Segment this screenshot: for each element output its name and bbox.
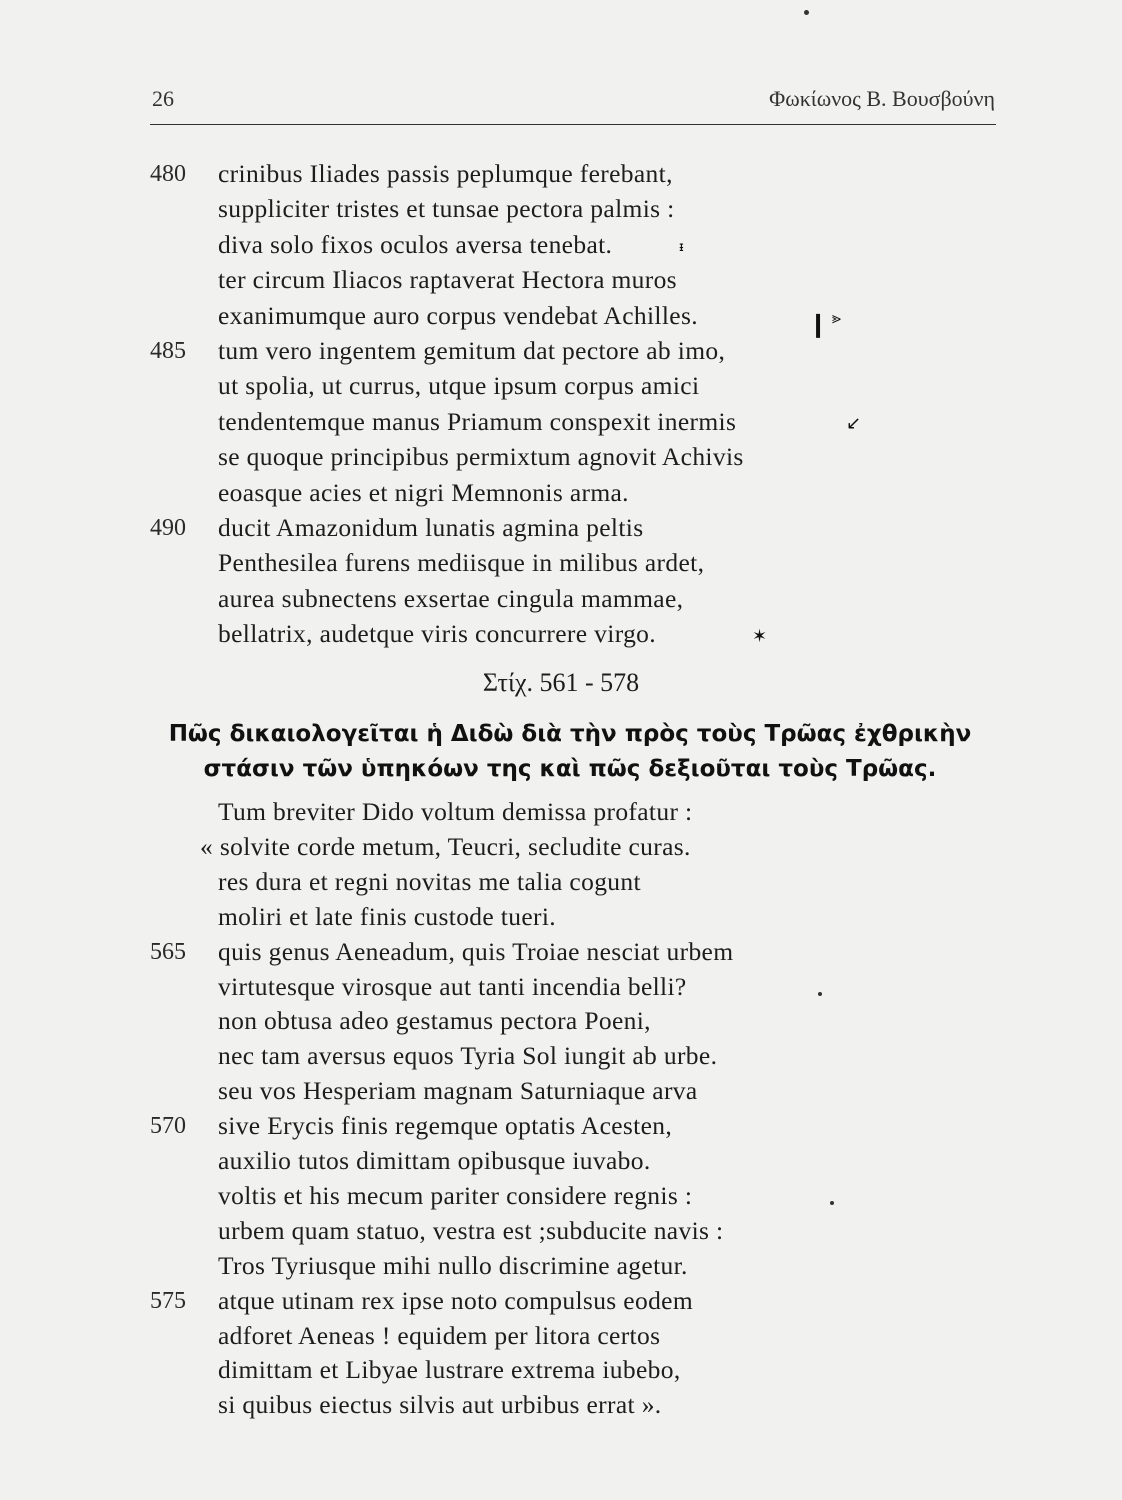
verse-line	[150, 899, 950, 935]
verse-line	[150, 1178, 950, 1214]
line-text: aurea subnectens exsertae cingula mammae,	[218, 583, 684, 613]
verse-reference-text: Στίχ. 561 - 578	[482, 668, 640, 697]
line-text: si quibus eiectus silvis aut urbibus errat ».	[218, 1390, 662, 1420]
line-text: auxilio tutos dimittam opibusque iuvabo.	[218, 1146, 651, 1175]
verse-line	[150, 1143, 950, 1179]
line-text: tendentemque manus Priamum conspexit inermis	[218, 406, 737, 436]
line-text: tum vero ingentem gemitum dat pectore ab imo,	[218, 336, 726, 365]
line-text: sive Erycis finis regemque optatis Acesten,	[218, 1111, 673, 1141]
line-text: virtutesque virosque aut tanti incendia belli?	[218, 971, 687, 1001]
line-text: Tros Tyriusque mihi nullo discrimine agetur.	[218, 1250, 688, 1280]
line-number: 575	[150, 1287, 186, 1314]
line-text: crinibus Iliades passis peplumque ferebant,	[218, 159, 673, 188]
verse-line	[150, 829, 950, 865]
verse-line	[150, 1283, 950, 1319]
verse-line	[150, 1003, 950, 1039]
verse-line	[150, 581, 950, 617]
pen-mark-icon: ❙	[808, 310, 829, 338]
line-text: se quoque principibus permixtum agnovit Achivis	[218, 442, 744, 472]
line-text: « solvite corde metum, Teucri, secludite curas.	[200, 831, 691, 861]
line-text: nec tam aversus equos Tyria Sol iungit ab urbe.	[218, 1041, 718, 1071]
line-text: bellatrix, audetque viris concurrere virgo.	[218, 619, 657, 649]
pen-mark-icon: ⪢	[832, 308, 842, 327]
verse-line	[150, 510, 950, 546]
line-text: ter circum Iliacos raptaverat Hectora muros	[218, 265, 677, 295]
section-title-line-2: στάσιν τῶν ὑπηκόων της καὶ πῶς δεξιοῦται τοὺς Τρῶας.	[203, 756, 937, 782]
line-text: voltis et his mecum pariter considere regnis :	[218, 1180, 693, 1210]
line-text: eoasque acies et nigri Memnonis arma.	[218, 477, 629, 507]
section-title-line-1: Πῶς δικαιολογεῖται ἡ Διδὼ διὰ τὴν πρὸς τοὺς Τρῶας ἐχθρικὴν	[168, 721, 972, 747]
verse-line	[150, 864, 950, 900]
pen-mark-icon: ↙	[846, 413, 862, 434]
verse-line	[150, 404, 950, 440]
verse-line	[150, 439, 950, 475]
verse-line	[150, 1352, 950, 1388]
line-text: Penthesilea furens mediisque in milibus ardet,	[218, 548, 705, 578]
line-number: 565	[150, 938, 186, 965]
line-text: adforet Aeneas ! equidem per litora certos	[218, 1320, 661, 1350]
line-text: Tum breviter Dido voltum demissa profatur :	[218, 797, 693, 826]
pen-mark-icon: ᵻ	[679, 240, 684, 255]
verse-line	[150, 262, 950, 298]
line-text: suppliciter tristes et tunsae pectora palmis :	[218, 194, 675, 224]
verse-line	[150, 934, 950, 970]
line-number: 485	[150, 338, 186, 364]
pen-dot-icon	[818, 992, 822, 996]
verse-line	[150, 1108, 950, 1144]
line-number: 480	[150, 161, 186, 187]
line-text: atque utinam rex ipse noto compulsus eodem	[218, 1285, 694, 1315]
verse-line	[150, 1073, 950, 1109]
line-text: res dura et regni novitas me talia cogunt	[218, 866, 641, 896]
line-text: ducit Amazonidum lunatis agmina peltis	[218, 513, 644, 542]
ink-spot-icon	[804, 10, 809, 15]
line-text: quis genus Aeneadum, quis Troiae nesciat urbem	[218, 936, 734, 966]
line-text: ut spolia, ut currus, utque ipsum corpus amici	[218, 371, 700, 401]
line-text: urbem quam statuo, vestra est ;subducite navis :	[218, 1215, 724, 1245]
running-title: Φωκίωνος Β. Βουσβούνη	[769, 86, 995, 111]
verse-line	[150, 1213, 950, 1249]
line-text: seu vos Hesperiam magnam Saturniaque arva	[218, 1076, 698, 1106]
pen-mark-icon: ✶	[752, 626, 768, 647]
verse-line	[150, 475, 950, 511]
line-text: diva solo fixos oculos aversa tenebat.	[218, 229, 613, 259]
header-rule	[150, 124, 996, 125]
verse-line	[150, 616, 950, 652]
verse-line	[150, 333, 950, 369]
line-text: exanimumque auro corpus vendebat Achilles.	[218, 300, 698, 330]
verse-line	[150, 156, 950, 192]
line-number: 570	[150, 1113, 186, 1140]
verse-line	[150, 1318, 950, 1354]
verse-line	[150, 227, 950, 263]
verse-reference	[0, 668, 1122, 698]
page-header	[150, 86, 995, 116]
verse-line	[150, 1387, 950, 1423]
pen-dot-icon	[830, 1201, 834, 1205]
page-number: 26	[152, 86, 174, 111]
line-number: 490	[150, 515, 186, 541]
line-text: dimittam et Libyae lustrare extrema iubebo,	[218, 1355, 681, 1385]
verse-line	[150, 969, 950, 1005]
verse-line	[150, 368, 950, 404]
verse-line	[150, 794, 950, 830]
line-text: non obtusa adeo gestamus pectora Poeni,	[218, 1006, 651, 1036]
verse-line	[150, 1038, 950, 1074]
line-text: moliri et late finis custode tueri.	[218, 901, 556, 931]
verse-line	[150, 298, 950, 334]
verse-line	[150, 191, 950, 227]
verse-line	[150, 545, 950, 581]
verse-line	[150, 1248, 950, 1284]
